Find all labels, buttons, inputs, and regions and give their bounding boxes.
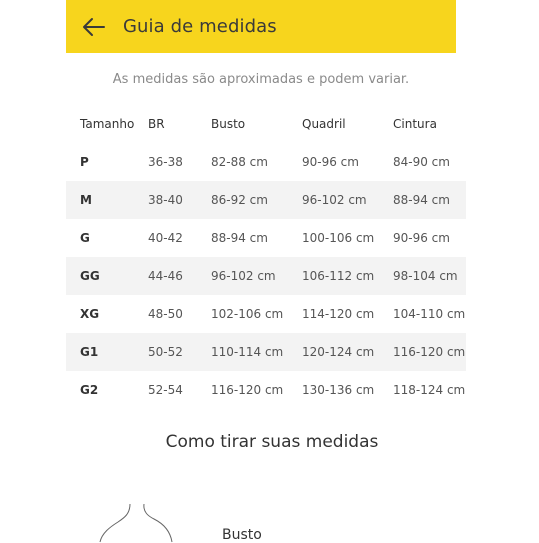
bust-cell: 110-114 cm <box>211 345 284 359</box>
measure-item-label: Busto <box>222 527 262 543</box>
table-row <box>66 333 466 371</box>
bust-cell: 96-102 cm <box>211 269 276 283</box>
waist-cell: 88-94 cm <box>393 193 450 207</box>
app-bar <box>66 0 456 53</box>
table-row <box>66 371 466 409</box>
size-cell: G2 <box>80 383 99 397</box>
size-cell: GG <box>80 269 100 283</box>
hip-cell: 90-96 cm <box>302 155 359 169</box>
size-cell: G <box>80 231 90 245</box>
size-cell: M <box>80 193 92 207</box>
table-row <box>66 219 466 257</box>
hip-cell: 100-106 cm <box>302 231 375 245</box>
arrow-left-icon <box>83 18 105 36</box>
hip-cell: 120-124 cm <box>302 345 375 359</box>
br-cell: 40-42 <box>148 231 183 245</box>
table-header-row <box>66 105 466 143</box>
br-cell: 36-38 <box>148 155 183 169</box>
bust-cell: 86-92 cm <box>211 193 268 207</box>
br-cell: 38-40 <box>148 193 183 207</box>
bust-cell: 82-88 cm <box>211 155 268 169</box>
how-to-measure-title: Como tirar suas medidas <box>165 432 379 452</box>
column-header: Quadril <box>302 117 346 131</box>
waist-cell: 84-90 cm <box>393 155 450 169</box>
waist-cell: 104-110 cm <box>393 307 466 321</box>
br-cell: 48-50 <box>148 307 183 321</box>
bust-cell: 88-94 cm <box>211 231 268 245</box>
bust-outline-icon <box>96 502 206 542</box>
hip-cell: 96-102 cm <box>302 193 367 207</box>
size-cell: G1 <box>80 345 99 359</box>
size-guide-screen <box>66 0 466 543</box>
column-header: Busto <box>211 117 246 131</box>
table-row <box>66 257 466 295</box>
page-title: Guia de medidas <box>123 16 277 37</box>
back-button[interactable] <box>82 15 106 39</box>
column-header: Cintura <box>393 117 437 131</box>
waist-cell: 118-124 cm <box>393 383 466 397</box>
column-header: Tamanho <box>80 117 135 131</box>
hip-cell: 130-136 cm <box>302 383 375 397</box>
waist-cell: 90-96 cm <box>393 231 450 245</box>
waist-cell: 116-120 cm <box>393 345 466 359</box>
br-cell: 52-54 <box>148 383 183 397</box>
br-cell: 50-52 <box>148 345 183 359</box>
table-row <box>66 181 466 219</box>
size-table <box>66 105 466 409</box>
hip-cell: 114-120 cm <box>302 307 375 321</box>
table-row <box>66 143 466 181</box>
table-row <box>66 295 466 333</box>
disclaimer-note: As medidas são aproximadas e podem variar. <box>112 72 410 87</box>
bust-cell: 102-106 cm <box>211 307 284 321</box>
hip-cell: 106-112 cm <box>302 269 375 283</box>
bust-cell: 116-120 cm <box>211 383 284 397</box>
br-cell: 44-46 <box>148 269 183 283</box>
waist-cell: 98-104 cm <box>393 269 458 283</box>
size-cell: P <box>80 155 89 169</box>
size-cell: XG <box>80 307 100 321</box>
column-header: BR <box>148 117 165 131</box>
